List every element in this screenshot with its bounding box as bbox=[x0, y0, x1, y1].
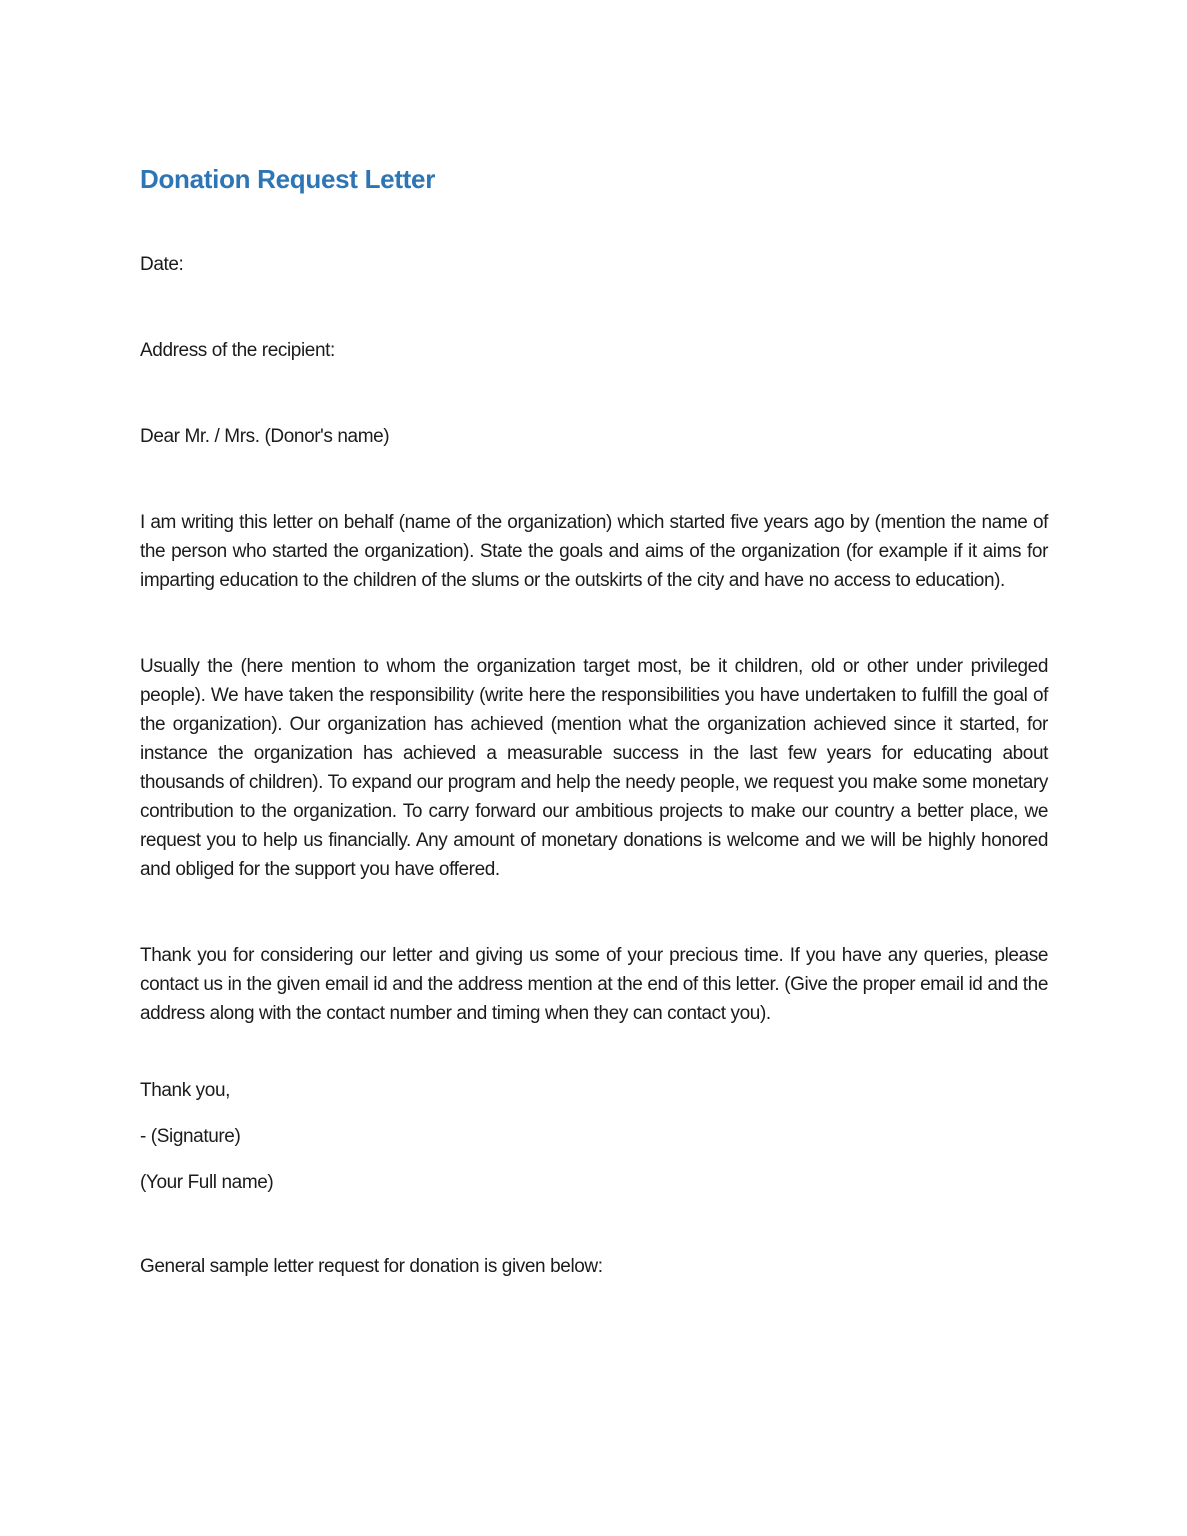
closing-signature: - (Signature) bbox=[140, 1126, 241, 1147]
sample-letter-note: General sample letter request for donation is given below: bbox=[140, 1256, 603, 1277]
recipient-address-label: Address of the recipient: bbox=[140, 340, 335, 361]
salutation-line: Dear Mr. / Mrs. (Donor's name) bbox=[140, 426, 390, 447]
body-paragraph-main: Usually the (here mention to whom the organization target most, be it children, old or other under privileged people). We have taken the responsibility (write here the responsibilities you have undertaken to fulfill the goal of the organization). Our organization has achieved (mention what the organization achieved since it started, for instance the organization has achieved a measurable success in the last few years for educating about thousands of children). To expand our program and help the needy people, we request you make some monetary contribution to the organization. To carry forward our ambitious projects to make our country a better place, we request you to help us financially. Any amount of monetary donations is welcome and we will be highly honored and obliged for the support you have offered. bbox=[140, 656, 1048, 880]
closing-thank-you: Thank you, bbox=[140, 1080, 230, 1101]
body-paragraph-thanks: Thank you for considering our letter and giving us some of your precious time. If you have any queries, please contact us in the given email id and the address mention at the end of this letter. (Give the proper email id and the address along with the contact number and timing when they can contact you). bbox=[140, 945, 1048, 1024]
closing-full-name: (Your Full name) bbox=[140, 1172, 274, 1193]
body-paragraph-intro: I am writing this letter on behalf (name of the organization) which started five years ago by (mention the name of the person who started the organization). State the goals and aims of the organization (for example if it aims for imparting education to the children of the slums or the outskirts of the city and have no access to education). bbox=[140, 512, 1048, 591]
document-title: Donation Request Letter bbox=[140, 164, 436, 194]
date-label: Date: bbox=[140, 254, 184, 275]
